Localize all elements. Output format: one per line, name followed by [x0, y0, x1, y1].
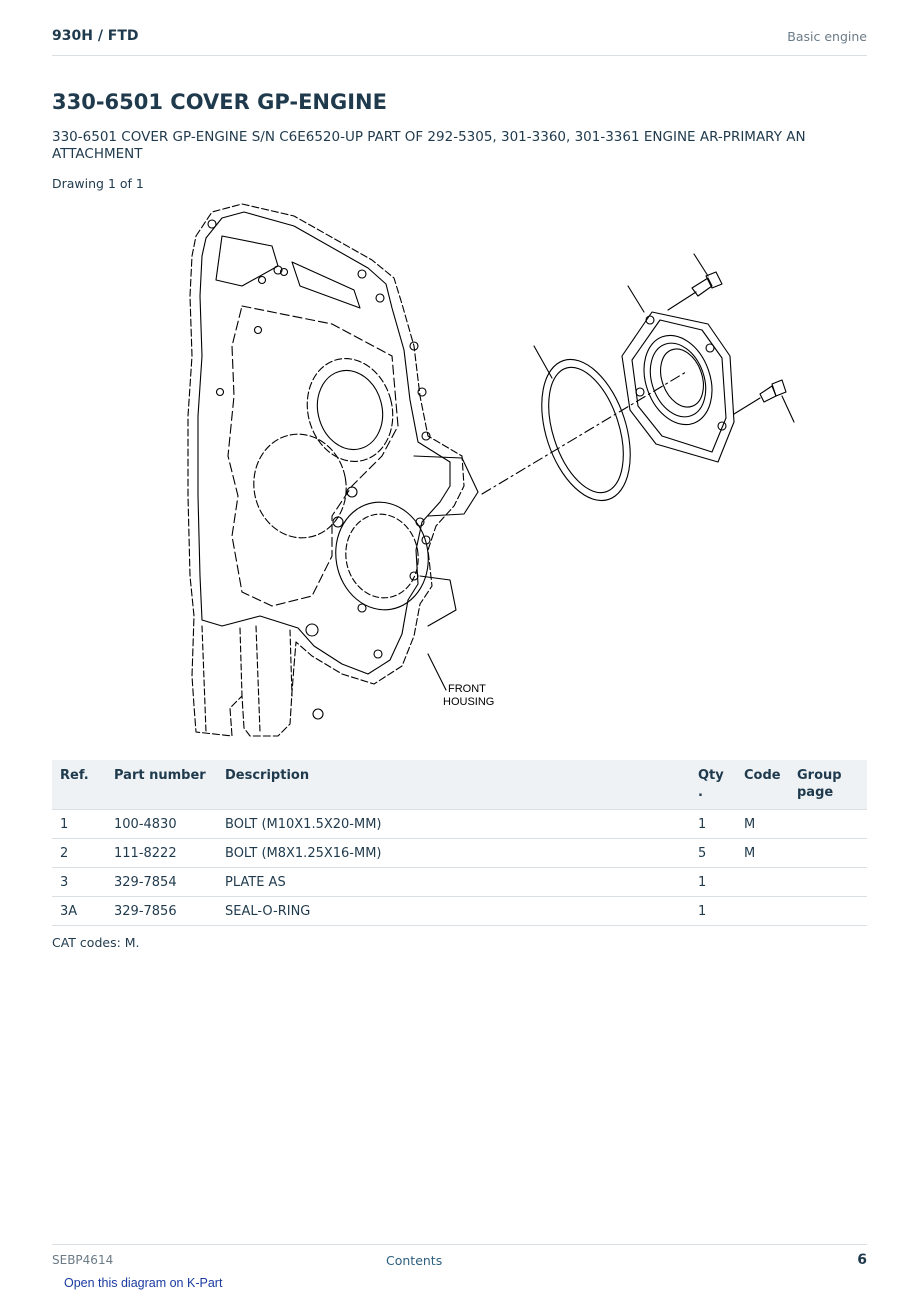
table-row: [52, 810, 867, 839]
row-qty: 5: [690, 839, 736, 868]
row-code: [736, 897, 789, 926]
model-label: 930H / FTD: [52, 28, 139, 44]
drawing-label: Drawing 1 of 1: [52, 176, 144, 191]
callout-front: FRONT: [448, 683, 486, 695]
row-code: M: [736, 839, 789, 868]
row-description: PLATE AS: [217, 868, 690, 897]
header-group-line1: Group: [797, 768, 842, 783]
header-code: Code: [736, 760, 789, 810]
header-part-number: Part number: [106, 760, 217, 810]
header-qty-line1: Qty: [698, 768, 724, 783]
row-group-page: [789, 868, 867, 897]
row-ref: 3A: [52, 897, 106, 926]
row-ref: 1: [52, 810, 106, 839]
table-row: [52, 839, 867, 868]
page: [52, 0, 867, 1300]
cat-codes-note: CAT codes: M.: [52, 935, 140, 950]
row-part-number: 111-8222: [106, 839, 217, 868]
page-subtitle: 330-6501 COVER GP-ENGINE S/N C6E6520-UP PART OF 292-5305, 301-3360, 301-3361 ENGINE AR-PRIMARY AN ATTACHMENT: [52, 129, 806, 162]
row-qty: 1: [690, 810, 736, 839]
open-kpart-link[interactable]: Open this diagram on K-Part: [64, 1276, 223, 1290]
parts-table: [52, 760, 867, 926]
row-code: M: [736, 810, 789, 839]
engine-cover-illustration: [182, 196, 802, 744]
row-ref: 2: [52, 839, 106, 868]
row-ref: 3: [52, 868, 106, 897]
row-qty: 1: [690, 868, 736, 897]
table-row: [52, 897, 867, 926]
table-header-row: [52, 760, 867, 810]
row-description: BOLT (M10X1.5X20-MM): [217, 810, 690, 839]
row-qty: 1: [690, 897, 736, 926]
header-ref: Ref.: [52, 760, 106, 810]
row-part-number: 100-4830: [106, 810, 217, 839]
page-header: [52, 28, 867, 48]
table-row: [52, 868, 867, 897]
row-code: [736, 868, 789, 897]
row-description: SEAL-O-RING: [217, 897, 690, 926]
row-part-number: 329-7856: [106, 897, 217, 926]
row-part-number: 329-7854: [106, 868, 217, 897]
contents-link[interactable]: Contents: [386, 1253, 443, 1268]
header-group-page: [789, 760, 867, 810]
footer-divider: [52, 1244, 867, 1245]
page-title: 330-6501 COVER GP-ENGINE: [52, 90, 387, 114]
header-qty: [690, 760, 736, 810]
header-description: Description: [217, 760, 690, 810]
page-number: 6: [857, 1252, 867, 1268]
row-group-page: [789, 810, 867, 839]
row-description: BOLT (M8X1.25X16-MM): [217, 839, 690, 868]
parts-drawing: [182, 196, 802, 744]
header-group-line2: page: [797, 785, 834, 800]
document-id: SEBP4614: [52, 1253, 114, 1267]
row-group-page: [789, 897, 867, 926]
header-divider: [52, 55, 867, 56]
section-label: Basic engine: [787, 29, 867, 44]
header-qty-line2: .: [698, 785, 703, 800]
callout-housing: HOUSING: [443, 696, 495, 708]
row-group-page: [789, 839, 867, 868]
